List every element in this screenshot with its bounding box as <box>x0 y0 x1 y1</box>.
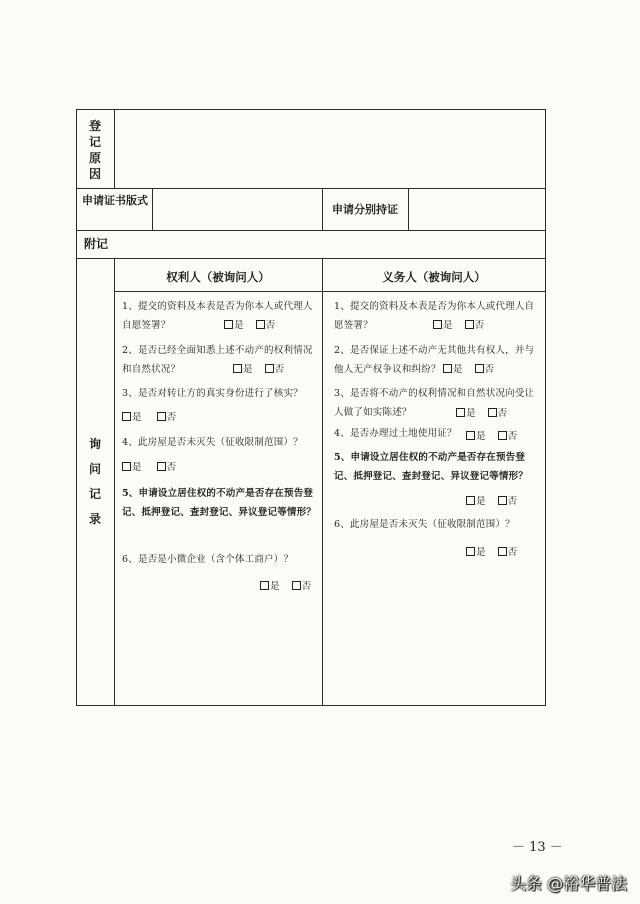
left-answer-3: 是 否 <box>122 409 176 423</box>
checkbox-no[interactable] <box>475 364 484 373</box>
checkbox-no[interactable] <box>157 462 166 471</box>
checkbox-no[interactable] <box>157 412 166 421</box>
checkbox-no[interactable] <box>292 581 301 590</box>
label-column-divider <box>322 188 323 230</box>
checkbox-yes[interactable] <box>456 408 465 417</box>
right-answer-5: 是 否 <box>466 493 517 507</box>
split-certificate-label: 申请分别持证 <box>332 203 398 216</box>
right-question-1: 1、提交的资料及本表是否为你本人或代理人自愿签署？ <box>334 301 535 331</box>
checkbox-no[interactable] <box>465 320 474 329</box>
right-answer-2: 是 否 <box>443 361 494 375</box>
label-column-divider <box>408 188 409 230</box>
obligor-heading: 义务人（被询问人） <box>382 270 486 284</box>
source-watermark: 头条 @裕华普法 <box>510 874 628 893</box>
checkbox-yes[interactable] <box>443 364 452 373</box>
registration-reason-label: 登记原因 <box>88 119 101 181</box>
rights-holder-heading: 权利人（被询问人） <box>166 270 270 284</box>
checkbox-no[interactable] <box>256 320 265 329</box>
checkbox-no[interactable] <box>488 408 497 417</box>
checkbox-yes[interactable] <box>260 581 269 590</box>
left-question-5: 5、申请设立居住权的不动产是否存在预告登记、抵押登记、查封登记、异议登记等情形？ <box>122 488 317 518</box>
left-question-6: 6、是否是小微企业（含个体工商户）？ <box>122 554 294 565</box>
inquiry-record-label: 询问记录 <box>88 437 101 526</box>
left-question-4: 4、此房屋是否未灭失（征收限制范围）？ <box>122 437 303 448</box>
right-answer-1: 是 否 <box>433 317 484 331</box>
right-question-5: 5、申请设立居住权的不动产是否存在预告登记、抵押登记、查封登记、异议登记等情形？ <box>334 452 529 482</box>
certificate-format-label: 申请证书版式 <box>82 194 148 207</box>
left-answer-4: 是 否 <box>122 459 176 473</box>
right-answer-6: 是 否 <box>466 544 517 558</box>
right-question-4: 4、是否办理过土地使用证？ <box>334 428 457 439</box>
left-question-2: 2、是否已经全面知悉上述不动产的权利情况和自然状况？ <box>122 345 313 375</box>
left-answer-6: 是 否 <box>260 578 311 592</box>
right-answer-3: 是 否 <box>456 405 507 419</box>
right-question-3: 3、是否将不动产的权利情况和自然状况向受让人做了如实陈述？ <box>334 388 535 418</box>
checkbox-no[interactable] <box>498 496 507 505</box>
label-column-divider <box>114 258 115 706</box>
checkbox-yes[interactable] <box>466 547 475 556</box>
checkbox-no[interactable] <box>498 431 507 440</box>
checkbox-yes[interactable] <box>122 412 131 421</box>
checkbox-no[interactable] <box>498 547 507 556</box>
column-header-divider <box>114 291 546 292</box>
row-divider <box>76 230 546 231</box>
page-number: － 13 － <box>512 840 563 855</box>
attachment-label: 附记 <box>84 237 109 251</box>
checkbox-no[interactable] <box>265 364 274 373</box>
right-question-6: 6、此房屋是否未灭失（征收限制范围）？ <box>334 519 515 530</box>
left-question-1: 1、提交的资料及本表是否为你本人或代理人自愿签署？ <box>122 301 313 331</box>
label-column-divider <box>114 109 115 188</box>
checkbox-yes[interactable] <box>224 320 233 329</box>
checkbox-yes[interactable] <box>122 462 131 471</box>
party-column-divider <box>322 258 323 706</box>
checkbox-yes[interactable] <box>466 496 475 505</box>
right-answer-4: 是 否 <box>466 428 517 442</box>
row-divider <box>76 258 546 259</box>
label-column-divider <box>152 188 153 230</box>
right-question-2: 2、是否保证上述不动产无其他共有权人，并与他人无产权争议和纠纷？ <box>334 345 535 375</box>
checkbox-yes[interactable] <box>433 320 442 329</box>
checkbox-yes[interactable] <box>466 431 475 440</box>
left-answer-2: 是 否 <box>233 361 284 375</box>
row-divider <box>76 188 546 189</box>
left-question-3: 3、是否对转让方的真实身份进行了核实？ <box>122 388 303 399</box>
checkbox-yes[interactable] <box>233 364 242 373</box>
left-answer-1: 是 否 <box>224 317 275 331</box>
